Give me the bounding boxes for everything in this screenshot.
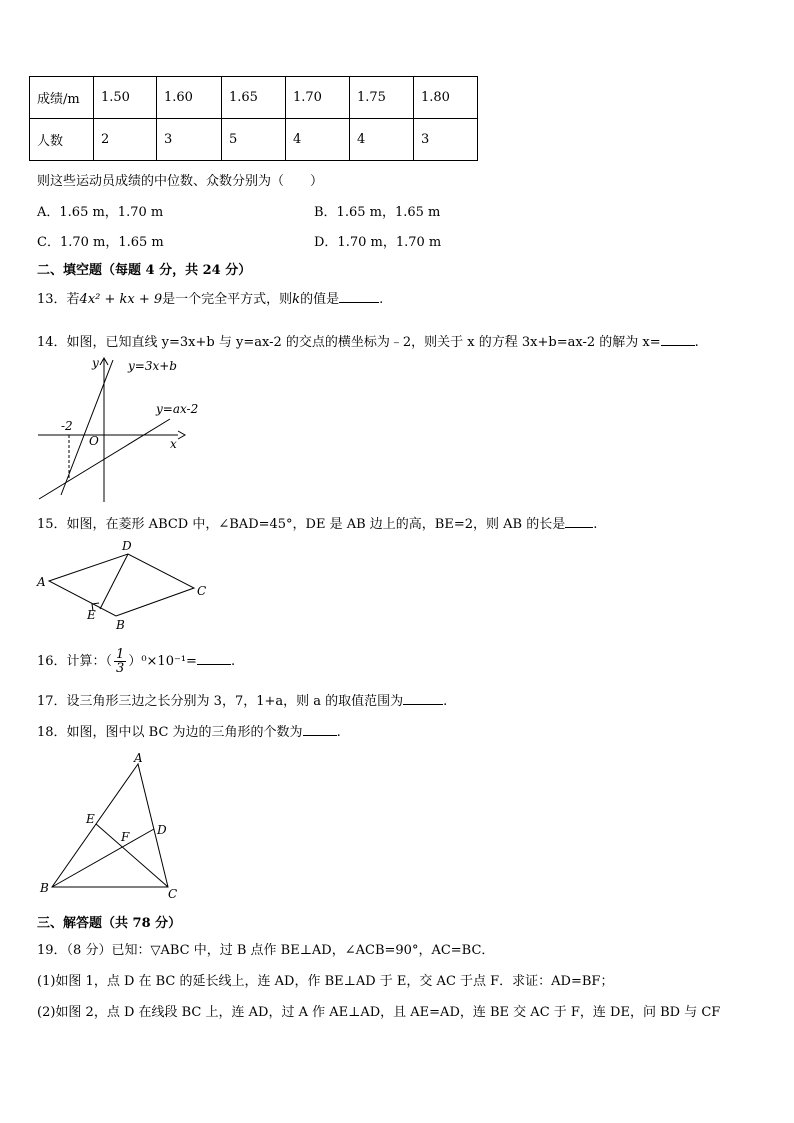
table-cell: 1.60 bbox=[157, 77, 222, 119]
q19-line-1: 19．（8 分）已知：▽ABC 中，过 B 点作 BE⊥AD，∠ACB=90°，AC=BC． bbox=[37, 943, 495, 958]
q12-stem: 则这些运动员成绩的中位数、众数分别为（ ） bbox=[37, 174, 324, 189]
q16-post: ）⁰×10⁻¹= bbox=[128, 654, 197, 669]
answer-blank[interactable] bbox=[197, 652, 231, 665]
q12-option-c: C．1.70 m，1.65 m bbox=[37, 235, 164, 250]
question-17 bbox=[37, 690, 447, 709]
q12-option-d: D．1.70 m，1.70 m bbox=[314, 235, 442, 250]
q13-var: k bbox=[292, 292, 301, 307]
fraction-numerator: 1 bbox=[116, 647, 125, 662]
q19-line-2: (1)如图 1，点 D 在 BC 的延长线上，连 AD，作 BE⊥AD 于 E，交 AC 于点 F．求证：AD=BF； bbox=[37, 974, 614, 989]
q13-end: . bbox=[379, 292, 384, 307]
label-c: C bbox=[168, 887, 178, 901]
fraction-one-third bbox=[114, 648, 126, 675]
table-cell: 3 bbox=[157, 119, 222, 161]
answer-blank[interactable] bbox=[403, 692, 443, 705]
triangle-abc bbox=[52, 764, 168, 887]
label-d: D bbox=[157, 823, 167, 837]
q13-post: 的值是 bbox=[300, 292, 340, 307]
table-cell: 1.75 bbox=[350, 77, 414, 119]
q18-end: . bbox=[336, 725, 341, 740]
question-16 bbox=[37, 648, 235, 675]
label-e: E bbox=[87, 608, 96, 622]
q18-triangle bbox=[30, 750, 190, 902]
q16-end: . bbox=[230, 654, 236, 669]
q18-text: 18．如图，图中以 BC 为边的三角形的个数为 bbox=[37, 725, 303, 740]
section-3-title: 三、解答题（共 78 分） bbox=[37, 916, 182, 931]
q13-mid: 是一个完全平方式，则 bbox=[162, 292, 293, 307]
answer-blank[interactable] bbox=[339, 290, 379, 303]
label-f: F bbox=[121, 830, 130, 844]
q17-end: . bbox=[443, 694, 448, 709]
q12-option-a: A．1.65 m，1.70 m bbox=[37, 205, 164, 220]
label-a: A bbox=[37, 575, 46, 589]
q14-end: . bbox=[694, 335, 699, 350]
q15-text: 15．如图，在菱形 ABCD 中，∠BAD=45°，DE 是 AB 边上的高，BE=2，则 AB 的长是 bbox=[37, 517, 566, 532]
label-b: B bbox=[40, 881, 49, 895]
table-cell: 1.80 bbox=[414, 77, 478, 119]
q13-math: 4x² + kx + 9 bbox=[79, 292, 163, 307]
q13-pre: 13．若 bbox=[37, 292, 80, 307]
q16-pre: 16．计算：（ bbox=[37, 654, 113, 669]
table-row bbox=[30, 77, 478, 119]
q12-option-b: B．1.65 m，1.65 m bbox=[314, 205, 441, 220]
label-y: y bbox=[92, 356, 99, 370]
label-line1: y=3x+b bbox=[128, 359, 177, 373]
section-2-title: 二、填空题（每题 4 分，共 24 分） bbox=[37, 263, 252, 278]
question-15 bbox=[37, 513, 597, 532]
q15-rhombus bbox=[30, 536, 220, 636]
label-origin: O bbox=[89, 434, 99, 448]
label-d: D bbox=[122, 539, 132, 553]
table-cell: 人数 bbox=[30, 119, 94, 161]
score-table bbox=[29, 76, 478, 161]
table-cell: 2 bbox=[94, 119, 157, 161]
q19-line-3: (2)如图 2，点 D 在线段 BC 上，连 AD，过 A 作 AE⊥AD，且 AE=AD，连 BE 交 AC 于 F，连 DE，问 BD 与 CF bbox=[37, 1005, 721, 1020]
table-cell: 成绩/m bbox=[30, 77, 94, 119]
label-c: C bbox=[197, 584, 207, 598]
question-14 bbox=[37, 331, 699, 350]
answer-blank[interactable] bbox=[661, 333, 695, 346]
segment-bd bbox=[52, 829, 154, 887]
q14-text: 14．如图，已知直线 y=3x+b 与 y=ax-2 的交点的横坐标为﹣2，则关于 x 的方程 3x+b=ax-2 的解为 x= bbox=[37, 335, 661, 350]
label-b: B bbox=[116, 618, 125, 632]
x-axis-arrow bbox=[178, 431, 185, 439]
label-a: A bbox=[134, 751, 143, 765]
table-cell: 1.50 bbox=[94, 77, 157, 119]
answer-blank[interactable] bbox=[565, 515, 593, 528]
table-cell: 3 bbox=[414, 119, 478, 161]
table-row bbox=[30, 119, 478, 161]
question-13 bbox=[37, 288, 383, 307]
label-minus-2: -2 bbox=[61, 419, 73, 433]
table-cell: 4 bbox=[350, 119, 414, 161]
answer-blank[interactable] bbox=[303, 723, 337, 736]
table-cell: 5 bbox=[222, 119, 286, 161]
table-cell: 4 bbox=[286, 119, 350, 161]
rhombus-abcd bbox=[49, 554, 194, 616]
q14-graph bbox=[30, 352, 210, 504]
fraction-denominator: 3 bbox=[116, 661, 125, 676]
label-x: x bbox=[170, 437, 177, 451]
table-cell: 1.65 bbox=[222, 77, 286, 119]
q15-end: . bbox=[593, 517, 598, 532]
table-cell: 1.70 bbox=[286, 77, 350, 119]
q17-text: 17．设三角形三边之长分别为 3，7，1+a，则 a 的取值范围为 bbox=[37, 694, 404, 709]
label-line2: y=ax-2 bbox=[156, 402, 199, 416]
label-e: E bbox=[86, 812, 95, 826]
question-18 bbox=[37, 721, 341, 740]
